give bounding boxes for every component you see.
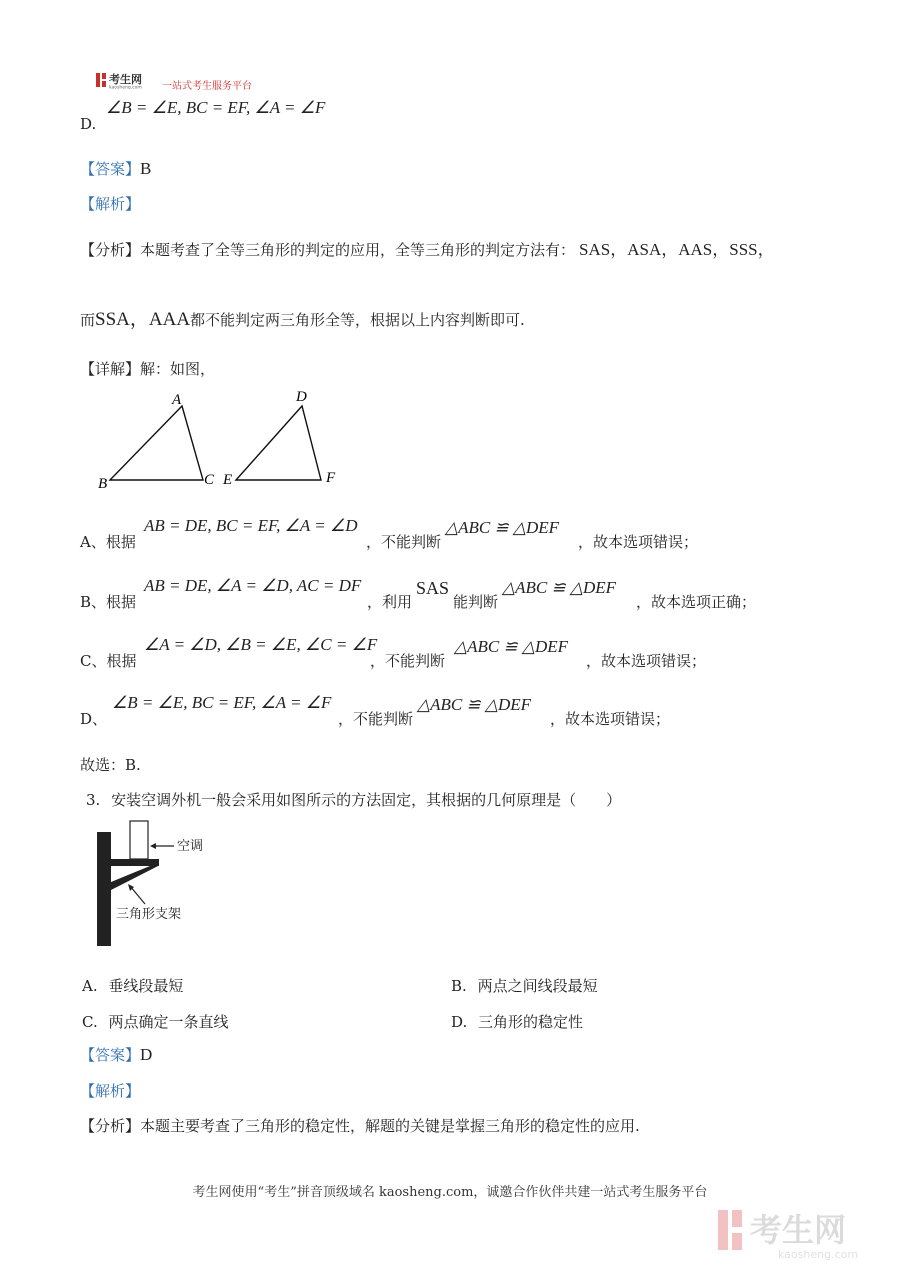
ac-arrowhead — [150, 843, 156, 849]
explain-b-tri: △ABC ≌ △DEF — [502, 578, 617, 597]
option-a-text: 垂线段最短 — [108, 977, 184, 995]
ac-label: 空调 — [177, 839, 204, 854]
analysis-paragraph-1 — [80, 240, 775, 260]
explain-c-tri: △ABC ≌ △DEF — [454, 637, 569, 656]
logo-subtext: kaosheng.com — [109, 85, 142, 89]
option-b-key: B. — [451, 977, 467, 995]
explain-a-tri: △ABC ≌ △DEF — [445, 518, 560, 537]
answer-value: B — [140, 159, 152, 178]
label-f: F — [326, 470, 336, 486]
analysis-tag-1: 【解析】 — [80, 195, 141, 213]
explain-a-mid: ，不能判断 — [366, 533, 442, 551]
explain-c-prefix: C、根据 — [80, 652, 137, 670]
q3-stem: 安装空调外机一般会采用如图所示的方法固定，其根据的几何原理是（ ） — [111, 791, 622, 809]
label-b: B — [98, 476, 108, 492]
watermark-logo — [718, 1204, 886, 1262]
fenxi-line2-text: 都不能判定两三角形全等，根据以上内容判断即可. — [190, 311, 525, 329]
detail-tag: 【详解】 — [80, 360, 141, 378]
fenxi-line2-methods: SSA，AAA — [95, 309, 191, 330]
final-choice: 故选：B. — [80, 756, 141, 774]
explain-b-mid2: 能判断 — [453, 593, 499, 611]
explain-a-suffix: ，故本选项错误； — [578, 533, 699, 551]
fenxi-line2-pre: 而 — [80, 311, 96, 329]
explain-b-prefix: B、根据 — [80, 593, 137, 611]
ac-unit — [130, 821, 148, 859]
label-a: A — [172, 392, 182, 408]
option-a-key: A. — [82, 977, 98, 995]
triangles-figure — [90, 385, 350, 495]
label-e: E — [223, 472, 233, 488]
watermark-subtext: kaosheng.com — [778, 1248, 859, 1261]
explain-b-suffix: ，故本选项正确； — [636, 593, 757, 611]
answer2-value: D — [140, 1045, 153, 1064]
explain-b-method: SAS — [416, 578, 450, 598]
label-c: C — [204, 472, 215, 488]
detail-text: 解：如图， — [140, 360, 216, 378]
option-d-text: 三角形的稳定性 — [478, 1013, 584, 1031]
explain-d-expr: ∠B = ∠E, BC = EF, ∠A = ∠F — [112, 693, 332, 712]
page-footer: 考生网使用“考生”拼音顶级域名 kaosheng.com，诚邀合作伙伴共建一站式考生服务平台 — [192, 1185, 708, 1200]
option-c-key: C. — [82, 1013, 98, 1031]
q2-option-d-expr: ∠B = ∠E, BC = EF, ∠A = ∠F — [106, 98, 326, 117]
q3-option-a[interactable] — [82, 976, 183, 996]
bracket-brace — [111, 866, 158, 890]
watermark-text: 考生网 — [750, 1211, 847, 1249]
fenxi-tag: 【分析】 — [80, 241, 141, 259]
analysis-tag-2: 【解析】 — [80, 1082, 141, 1100]
fenxi-methods: SAS，ASA，AAS，SSS， — [579, 240, 775, 259]
explain-c-suffix: ，故本选项错误； — [586, 652, 707, 670]
triangle-abc — [110, 406, 203, 480]
analysis-paragraph-3 — [80, 1116, 640, 1136]
wall — [97, 832, 111, 946]
explain-d-tri: △ABC ≌ △DEF — [417, 695, 532, 714]
answer-line-1 — [80, 159, 151, 179]
explain-a-expr: AB = DE, BC = EF, ∠A = ∠D — [144, 516, 358, 535]
answer2-tag: 【答案】 — [80, 1046, 141, 1064]
ac-bracket-figure — [90, 818, 220, 950]
explain-b-expr: AB = DE, ∠A = ∠D, AC = DF — [144, 576, 362, 595]
explain-d-mid: ，不能判断 — [338, 710, 414, 728]
fenxi2-text: 本题主要考查了三角形的稳定性，解题的关键是掌握三角形的稳定性的应用. — [140, 1117, 640, 1135]
q3-line — [86, 790, 621, 810]
fenxi2-tag: 【分析】 — [80, 1117, 141, 1135]
header-slogan: 一站式考生服务平台 — [162, 81, 252, 92]
detail-line — [80, 359, 215, 379]
answer-line-2 — [80, 1045, 152, 1065]
option-c-text: 两点确定一条直线 — [108, 1013, 229, 1031]
analysis-paragraph-2 — [80, 310, 525, 330]
q3-number: 3. — [86, 791, 101, 809]
site-logo — [96, 71, 156, 89]
answer-tag: 【答案】 — [80, 160, 141, 178]
bracket-shelf — [111, 859, 159, 866]
q3-option-b[interactable] — [451, 976, 598, 996]
bracket-label: 三角形支架 — [116, 907, 182, 922]
option-b-text: 两点之间线段最短 — [477, 977, 598, 995]
q2-option-d-label: D. — [80, 115, 97, 133]
explain-d-prefix: D、 — [80, 710, 108, 728]
q3-option-d[interactable] — [451, 1012, 583, 1032]
fenxi-text: 本题考查了全等三角形的判定的应用，全等三角形的判定方法有： — [140, 241, 576, 259]
explain-c-expr: ∠A = ∠D, ∠B = ∠E, ∠C = ∠F — [144, 635, 378, 654]
explain-a-prefix: A、根据 — [80, 533, 136, 551]
explain-b-mid: ，利用 — [367, 593, 413, 611]
option-d-key: D. — [451, 1013, 468, 1031]
label-d: D — [296, 389, 307, 405]
triangle-def — [236, 406, 321, 480]
q3-option-c[interactable] — [82, 1012, 229, 1032]
explain-c-mid: ，不能判断 — [370, 652, 446, 670]
logo-text: 考生网 — [109, 73, 142, 86]
explain-d-suffix: ，故本选项错误； — [550, 710, 671, 728]
